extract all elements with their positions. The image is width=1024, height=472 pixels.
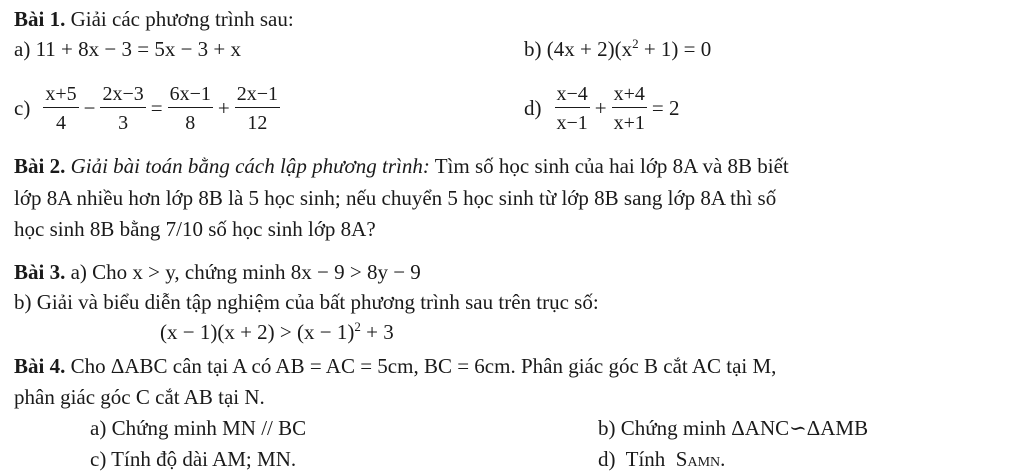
bai1-title-line bbox=[14, 9, 294, 30]
bai3-ineq-right: + 3 bbox=[360, 320, 394, 344]
bai1-item-d bbox=[524, 84, 682, 133]
fraction-denominator: x+1 bbox=[613, 112, 645, 134]
bai1-a-equation: 11 + 8x − 3 = 5x − 3 + x bbox=[35, 37, 242, 61]
bai4-d-suffix: . bbox=[720, 447, 726, 471]
bai3-inequality bbox=[160, 319, 394, 344]
fraction-numerator: 2x−3 bbox=[100, 84, 145, 108]
bai4-item-b: b) Chứng minh ΔANC∽ΔAMB bbox=[598, 416, 869, 440]
fraction-denominator: 3 bbox=[118, 112, 129, 134]
bai2-line-3: học sinh 8B bằng 7/10 số học sinh lớp 8A? bbox=[14, 217, 376, 241]
bai1-a-label: a) bbox=[14, 37, 31, 61]
fraction-numerator: x−4 bbox=[555, 84, 590, 108]
bai4-item-a: a) Chứng minh MN // BC bbox=[90, 416, 307, 440]
bai3-line-a bbox=[14, 262, 421, 283]
bai1-d-fraction-1 bbox=[555, 84, 590, 133]
bai1-b-eq-exp: 2 bbox=[632, 36, 639, 52]
operator: + bbox=[217, 96, 230, 120]
fraction-numerator: x+5 bbox=[43, 84, 78, 108]
bai3-ineq-left: (x − 1)(x + 2) > (x − 1) bbox=[160, 320, 355, 344]
bai4-heading: Bài 4. bbox=[14, 354, 66, 378]
bai2-line-2: lớp 8A nhiều hơn lớp 8B là 5 học sinh; nếu chuyển 5 học sinh từ lớp 8B sang lớp 8A thì số bbox=[14, 186, 777, 210]
bai4-item-d bbox=[598, 449, 725, 470]
bai1-d-fraction-2 bbox=[612, 84, 647, 133]
bai4-item-c: c) Tính độ dài AM; MN. bbox=[90, 447, 297, 471]
bai1-c-fraction-4 bbox=[235, 84, 280, 133]
bai2-line-1 bbox=[14, 156, 789, 177]
bai1-c-fraction-1 bbox=[43, 84, 78, 133]
bai1-c-fraction-3 bbox=[168, 84, 213, 133]
bai1-c-label: c) bbox=[14, 96, 31, 120]
bai1-d-label: d) bbox=[524, 96, 542, 120]
bai1-item-c bbox=[14, 84, 283, 133]
bai4-line-1-text: Cho ΔABC cân tại A có AB = AC = 5cm, BC = 6cm. Phân giác góc B cắt AC tại M, bbox=[70, 354, 777, 378]
bai1-item-b bbox=[524, 36, 712, 61]
operator: = 2 bbox=[651, 96, 680, 120]
bai3-ineq-exp: 2 bbox=[354, 319, 361, 335]
bai2-line-1-text: Tìm số học sinh của hai lớp 8A và 8B biết bbox=[434, 154, 789, 178]
fraction-denominator: 12 bbox=[247, 112, 268, 134]
bai1-b-equation bbox=[547, 37, 712, 61]
bai4-d-area-subscript: AMN bbox=[687, 455, 721, 470]
bai1-b-eq-right: + 1) = 0 bbox=[638, 37, 712, 61]
fraction-numerator: 6x−1 bbox=[168, 84, 213, 108]
bai4-d-area-symbol: S bbox=[675, 447, 688, 471]
fraction-denominator: x−1 bbox=[556, 112, 588, 134]
bai4-d-prefix: d) Tính bbox=[598, 447, 676, 471]
bai3-a-text: a) Cho x > y, chứng minh 8x − 9 > 8y − 9 bbox=[70, 260, 421, 284]
bai1-b-eq-left: (4x + 2)(x bbox=[546, 37, 633, 61]
fraction-denominator: 4 bbox=[55, 112, 66, 134]
bai1-c-fraction-2 bbox=[100, 84, 145, 133]
operator: − bbox=[83, 96, 96, 120]
bai4-line-1 bbox=[14, 356, 776, 377]
bai4-line-2: phân giác góc C cắt AB tại N. bbox=[14, 385, 265, 409]
fraction-numerator: x+4 bbox=[612, 84, 647, 108]
bai3-line-b: b) Giải và biểu diễn tập nghiệm của bất phương trình sau trên trục số: bbox=[14, 290, 599, 314]
fraction-numerator: 2x−1 bbox=[235, 84, 280, 108]
bai2-heading: Bài 2. bbox=[14, 154, 66, 178]
bai2-italic-instruction: Giải bài toán bằng cách lập phương trình: bbox=[70, 154, 430, 178]
fraction-denominator: 8 bbox=[185, 112, 196, 134]
operator: + bbox=[594, 96, 607, 120]
bai3-heading: Bài 3. bbox=[14, 260, 66, 284]
bai1-title: Giải các phương trình sau: bbox=[70, 7, 294, 31]
operator: = bbox=[150, 96, 163, 120]
bai1-heading: Bài 1. bbox=[14, 7, 66, 31]
bai1-b-label: b) bbox=[524, 37, 542, 61]
bai1-item-a bbox=[14, 39, 241, 60]
